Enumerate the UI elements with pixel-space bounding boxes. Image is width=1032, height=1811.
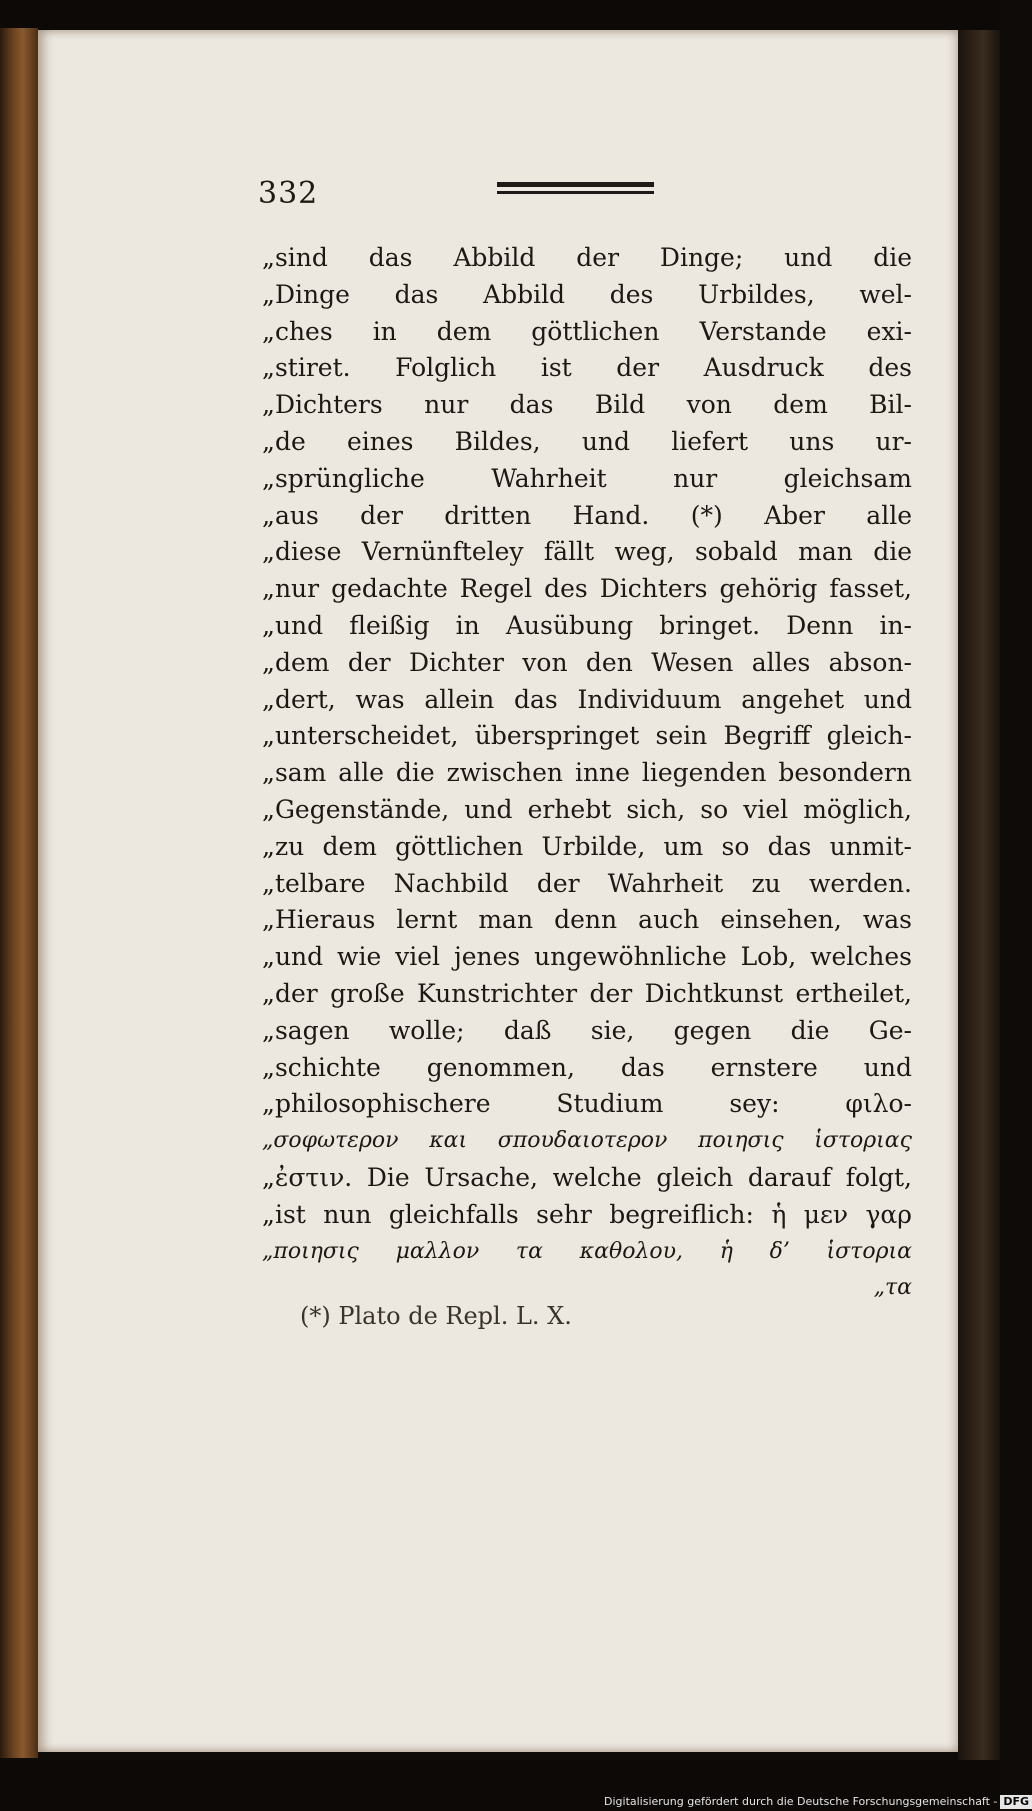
book-spine — [0, 28, 38, 1758]
text-line: „nur gedachte Regel des Dichters gehörig fasset, — [262, 574, 912, 604]
page-edge — [958, 30, 1000, 1760]
footnote: (*) Plato de Repl. L. X. — [300, 1302, 572, 1330]
text-line: „sam alle die zwischen inne liegenden besondern — [262, 758, 912, 788]
text-line: „sprüngliche Wahrheit nur gleichsam — [262, 463, 912, 493]
catchword: „τα — [873, 1275, 912, 1301]
text-line: „sind das Abbild der Dinge; und die — [262, 243, 912, 272]
text-line-greek: „σοφωτερον και σπουδαιοτερον ποιησις ἱστοριας — [262, 1128, 912, 1154]
text-line: „und fleißig in Ausübung bringet. Denn in‐ — [262, 610, 912, 640]
digitization-credit — [604, 1795, 1032, 1809]
text-line: „sagen wolle; daß sie, gegen die Ge‐ — [262, 1015, 912, 1045]
text-line: „diese Vernünfteley fällt weg, sobald man die — [262, 537, 912, 567]
text-line: „aus der dritten Hand. (*) Aber alle — [262, 500, 912, 530]
text-line: „Dichters nur das Bild von dem Bil‐ — [262, 390, 912, 420]
text-line: „dem der Dichter von den Wesen alles abson‐ — [262, 647, 912, 677]
text-line: „ἐστιν. Die Ursache, welche gleich darauf folgt, — [262, 1162, 912, 1192]
text-line: „telbare Nachbild der Wahrheit zu werden. — [262, 868, 912, 898]
text-line: „Hieraus lernt man denn auch einsehen, was — [262, 905, 912, 935]
credit-text: Digitalisierung gefördert durch die Deutsche Forschungsgemeinschaft - — [604, 1795, 998, 1808]
text-line-greek: „ποιησις μαλλον τα καθολου, ἡ δ’ ἱστορια — [262, 1238, 912, 1264]
text-line: „und wie viel jenes ungewöhnliche Lob, welches — [262, 942, 912, 972]
text-line: „dert, was allein das Individuum angehet und — [262, 684, 912, 714]
text-line: „stiret. Folglich ist der Ausdruck des — [262, 353, 912, 383]
text-line: „philosophischere Studium sey: φιλο‐ — [262, 1089, 912, 1119]
text-line: „de eines Bildes, und liefert uns ur‐ — [262, 426, 912, 456]
text-line: „der große Kunstrichter der Dichtkunst ertheilet, — [262, 978, 912, 1008]
text-line: „ist nun gleichfalls sehr begreiflich: ἡ μεν γαρ — [262, 1199, 912, 1229]
dfg-logo: DFG — [1000, 1795, 1032, 1809]
text-line: „ches in dem göttlichen Verstande exi‐ — [262, 316, 912, 346]
text-line: „schichte genommen, das ernstere und — [262, 1052, 912, 1082]
page-number: 332 — [258, 176, 319, 211]
header-ornament — [497, 182, 654, 198]
text-line: „unterscheidet, überspringet sein Begriff gleich‐ — [262, 721, 912, 751]
text-line: „Dinge das Abbild des Urbildes, wel‐ — [262, 279, 912, 309]
text-line: „zu dem göttlichen Urbilde, um so das unmit‐ — [262, 831, 912, 861]
text-line: „Gegenstände, und erhebt sich, so viel möglich, — [262, 794, 912, 824]
body-text — [262, 240, 912, 1307]
scan-frame-top — [0, 0, 1000, 30]
